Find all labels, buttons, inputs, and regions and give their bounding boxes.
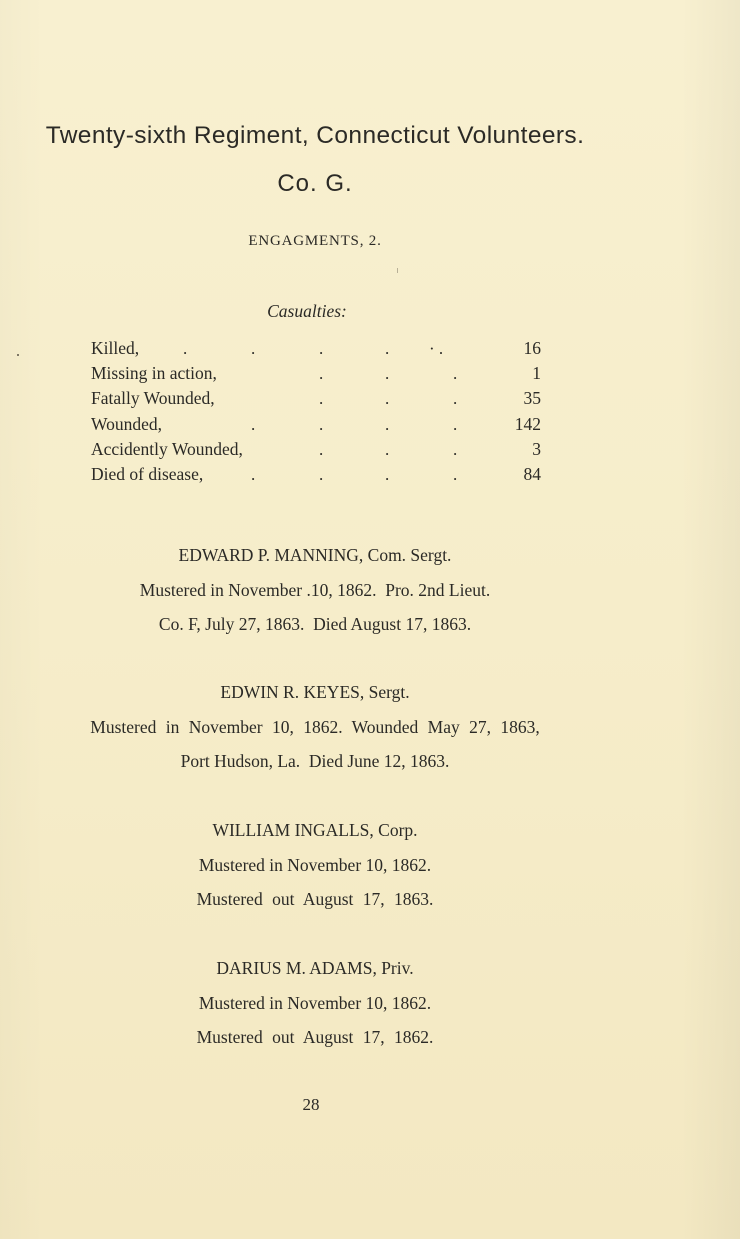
leader-dots: . . . . · . xyxy=(183,339,444,358)
paper-speck xyxy=(397,268,398,273)
casualty-label: Killed, xyxy=(91,338,140,358)
casualty-value: 16 xyxy=(523,338,541,358)
leader-dots: . . . xyxy=(319,439,458,459)
casualty-label: Died of disease, xyxy=(91,463,204,484)
entry-line: Mustered in November 10, 1862. xyxy=(198,854,432,875)
entry-name: WILLIAM INGALLS, Corp. xyxy=(212,820,418,840)
roster-entry xyxy=(0,951,630,1055)
casualty-value: 1 xyxy=(532,363,541,384)
leader-dots: . . . xyxy=(319,389,458,409)
casualty-row xyxy=(91,412,543,437)
roster-entry xyxy=(0,675,630,779)
casualty-row xyxy=(91,361,543,386)
casualty-label: Accidently Wounded, xyxy=(91,438,243,459)
company-heading: Co. G. xyxy=(277,170,353,197)
entry-line: Mustered in November 10, 1862. Wounded May 27, 1863, xyxy=(90,716,540,737)
entry-name: EDWIN R. KEYES, Sergt. xyxy=(220,682,410,702)
leader-dots: . . . xyxy=(319,364,458,384)
leader-dots: . . . . xyxy=(251,464,458,484)
engagements-line: ENGAGMENTS, 2. xyxy=(248,233,382,249)
roster-entry xyxy=(0,813,630,917)
casualties-table xyxy=(91,336,543,487)
casualties-heading: Casualties: xyxy=(267,301,347,321)
page-number: 28 xyxy=(302,1095,320,1114)
entry-line: Mustered out August 17, 1863. xyxy=(196,889,434,909)
entry-line: Port Hudson, La. Died June 12, 1863. xyxy=(180,751,450,771)
entry-line: Mustered in November .10, 1862. Pro. 2nd Lieut. xyxy=(139,579,491,600)
page-title: Twenty-sixth Regiment, Connecticut Volunteers. xyxy=(45,122,585,149)
roster-entry xyxy=(0,538,630,642)
casualty-value: 3 xyxy=(532,438,541,459)
casualty-value: 35 xyxy=(523,388,541,409)
casualty-row xyxy=(91,386,543,411)
casualty-row xyxy=(91,437,543,462)
casualty-row xyxy=(91,462,543,487)
casualty-label: Fatally Wounded, xyxy=(91,388,215,409)
entry-line: Mustered in November 10, 1862. xyxy=(198,992,432,1013)
casualty-row xyxy=(91,336,543,361)
entry-line: Mustered out August 17, 1862. xyxy=(196,1027,434,1047)
entry-name: EDWARD P. MANNING, Com. Sergt. xyxy=(178,545,452,565)
casualty-value: 142 xyxy=(514,413,541,434)
paper-speck xyxy=(17,354,19,356)
casualty-label: Missing in action, xyxy=(91,363,217,384)
casualty-value: 84 xyxy=(523,463,541,484)
entry-name: DARIUS M. ADAMS, Priv. xyxy=(216,958,414,978)
leader-dots: . . . . xyxy=(251,414,458,434)
casualty-label: Wounded, xyxy=(91,413,163,434)
entry-line: Co. F, July 27, 1863. Died August 17, 1863. xyxy=(158,614,472,634)
